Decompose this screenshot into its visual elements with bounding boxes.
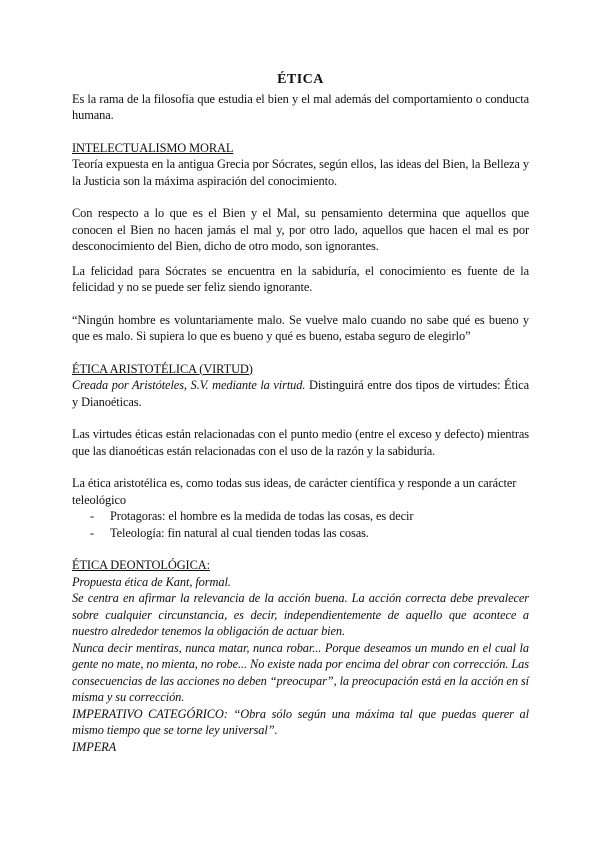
section-heading-intelectualismo: INTELECTUALISMO MORAL [72,140,234,155]
document-page [72,72,529,755]
italic-paragraph: Nunca decir mentiras, nunca matar, nunca robar... Porque deseamos un mundo en el cual la gente no mate, no mienta, no robe... No existe nada por encima del obrar con corrección. Las consecuencias de las acciones no deben “preocupar”, la preocupación está en la acción en sí misma y su corrección. [72,640,529,704]
italic-paragraph: IMPERATIVO CATEGÓRICO: “Obra sólo según una máxima tal que puedas querer al mismo tiempo que se torne ley universal”. [72,706,529,737]
italic-text: Creada por Aristóteles, S.V. mediante la virtud. [72,378,306,392]
italic-paragraph: IMPERA [72,739,117,754]
italic-paragraph: Se centra en afirmar la relevancia de la acción buena. La acción correcta debe prevalecer sobre cualquier circunstancia, es decir, independientemente de aquello que acontece a nuestro alrededor tenemos la obligación de actuar bien. [72,591,529,638]
paragraph: Teoría expuesta en la antigua Grecia por Sócrates, según ellos, las ideas del Bien, la Belleza y la Justicia son la máxima aspiración del conocimiento. [72,157,529,188]
quote-paragraph: “Ningún hombre es voluntariamente malo. Se vuelve malo cuando no sabe qué es bueno y que es malo. Si supiera lo que es bueno y qué es bueno, estaba seguro de elegirlo” [72,312,529,343]
intro-paragraph: Es la rama de la filosofía que estudia el bien y el mal además del comportamiento o conducta humana. [72,91,529,122]
paragraph: La felicidad para Sócrates se encuentra en la sabiduría, el conocimiento es fuente de la felicidad y no se puede ser feliz siendo ignorante. [72,263,529,294]
list-item: - Protagoras: el hombre es la medida de todas las cosas, es decir [90,508,529,525]
section-heading-aristotelica: ÉTICA ARISTOTÉLICA (VIRTUD) [72,361,253,376]
paragraph: Las virtudes éticas están relacionadas con el punto medio (entre el exceso y defecto) mientras que las dianoéticas están relacionadas con el uso de la razón y la sabiduría. [72,427,529,458]
paragraph: Con respecto a lo que es el Bien y el Mal, su pensamiento determina que aquellos que conocen el Bien no hacen jamás el mal y, por otro lado, aquellos que hacen el mal es por desconocimiento del Bien, dicho de otro modo, son ignorantes. [72,206,529,253]
paragraph: La ética aristotélica es, como todas sus ideas, de carácter científica y responde a un carácter teleológico [72,476,517,507]
list-item: - Teleología: fin natural al cual tienden todas las cosas. [90,525,529,542]
paragraph [72,377,529,410]
dash-list [72,508,529,541]
italic-paragraph: Propuesta ética de Kant, formal. [72,574,231,589]
text: Distinguirá entre dos tipos de virtudes: Ética y Dianoéticas. [72,378,529,409]
section-heading-deontologica: ÉTICA DEONTOLÓGICA: [72,558,210,572]
document-title: ÉTICA [277,72,324,87]
